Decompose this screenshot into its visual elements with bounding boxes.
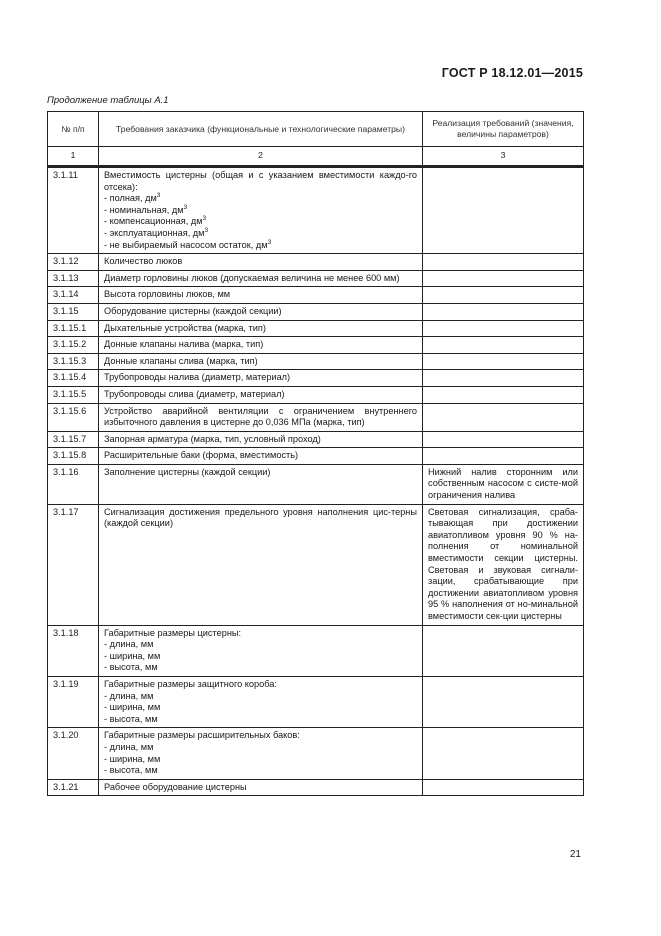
requirement-line — [104, 628, 417, 640]
column-header-number: № п/п — [48, 112, 99, 147]
requirement-text: - высота, мм — [104, 713, 158, 724]
requirement-cell — [99, 431, 423, 448]
requirement-line — [104, 323, 417, 335]
requirement-text: Трубопроводы слива (диаметр, материал) — [104, 388, 285, 399]
requirement-line — [104, 507, 417, 530]
requirement-line — [104, 714, 417, 726]
requirement-line — [104, 467, 417, 479]
requirement-text: Рабочее оборудование цистерны — [104, 781, 247, 792]
column-header-implementation: Реализация требований (значения, величины параметров) — [423, 112, 584, 147]
requirement-text: - длина, мм — [104, 690, 154, 701]
document-code: ГОСТ Р 18.12.01—2015 — [441, 66, 583, 80]
table-row — [48, 779, 584, 796]
row-number: 3.1.18 — [48, 625, 99, 676]
column-number: 2 — [99, 147, 423, 167]
table-row — [48, 728, 584, 779]
requirement-line — [104, 782, 417, 794]
requirement-text: Количество люков — [104, 256, 183, 267]
requirement-line — [104, 742, 417, 754]
column-numbers-row — [48, 147, 584, 167]
requirement-cell — [99, 464, 423, 504]
table-caption: Продолжение таблицы А.1 — [47, 95, 169, 106]
requirement-cell — [99, 779, 423, 796]
requirement-line — [104, 228, 417, 240]
requirement-text: Габаритные размеры расширительных баков: — [104, 730, 300, 741]
implementation-cell — [423, 386, 584, 403]
requirement-text: Вместимость цистерны (общая и с указанием вместимости каждо-го отсека): — [104, 170, 417, 192]
requirement-line — [104, 216, 417, 228]
table-row — [48, 386, 584, 403]
requirement-text: - ширина, мм — [104, 702, 161, 713]
requirement-text: Высота горловины люков, мм — [104, 289, 231, 300]
implementation-cell — [423, 779, 584, 796]
unit-superscript: 3 — [202, 215, 207, 223]
table-row — [48, 337, 584, 354]
table-row — [48, 254, 584, 271]
row-number: 3.1.20 — [48, 728, 99, 779]
row-number: 3.1.17 — [48, 504, 99, 625]
requirement-cell — [99, 270, 423, 287]
implementation-cell — [423, 270, 584, 287]
requirement-text: Донные клапаны слива (марка, тип) — [104, 355, 258, 366]
row-number: 3.1.15.6 — [48, 403, 99, 431]
page-number: 21 — [569, 849, 581, 860]
requirement-cell — [99, 303, 423, 320]
implementation-cell — [423, 320, 584, 337]
requirement-cell — [99, 504, 423, 625]
table-header-row — [48, 112, 584, 147]
table-row — [48, 270, 584, 287]
requirement-cell — [99, 287, 423, 304]
implementation-cell — [423, 431, 584, 448]
requirement-text: - высота, мм — [104, 765, 158, 776]
requirement-line — [104, 289, 417, 301]
implementation-cell — [423, 353, 584, 370]
implementation-cell — [423, 448, 584, 465]
requirement-text: Запорная арматура (марка, тип, условный проход) — [104, 433, 321, 444]
requirement-line — [104, 434, 417, 446]
requirement-line — [104, 639, 417, 651]
requirement-text: - ширина, мм — [104, 650, 161, 661]
table-row — [48, 353, 584, 370]
row-number: 3.1.13 — [48, 270, 99, 287]
table-row — [48, 676, 584, 727]
requirement-cell — [99, 625, 423, 676]
requirement-line — [104, 662, 417, 674]
requirement-line — [104, 406, 417, 429]
requirement-text: Расширительные баки (форма, вместимость) — [104, 450, 299, 461]
implementation-cell: Нижний налив сторонним или собственным насосом с систе-мой ограничения налива — [423, 464, 584, 504]
requirement-line — [104, 372, 417, 384]
row-number: 3.1.19 — [48, 676, 99, 727]
requirement-line — [104, 256, 417, 268]
requirement-line — [104, 193, 417, 205]
requirement-text: Оборудование цистерны (каждой секции) — [104, 305, 282, 316]
requirement-text: - номинальная, дм — [104, 204, 184, 215]
requirement-text: Габаритные размеры защитного короба: — [104, 678, 277, 689]
requirement-text: - эксплуатационная, дм — [104, 227, 205, 238]
requirement-text: - не выбираемый насосом остаток, дм — [104, 239, 268, 250]
table-row — [48, 625, 584, 676]
requirement-line — [104, 339, 417, 351]
table-row — [48, 287, 584, 304]
column-number: 1 — [48, 147, 99, 167]
requirement-text: Дыхательные устройства (марка, тип) — [104, 322, 266, 333]
requirement-line — [104, 450, 417, 462]
table-row — [48, 431, 584, 448]
table-row — [48, 370, 584, 387]
implementation-cell — [423, 728, 584, 779]
requirement-cell — [99, 448, 423, 465]
requirement-line — [104, 170, 417, 193]
requirement-line — [104, 702, 417, 714]
row-number: 3.1.15.2 — [48, 337, 99, 354]
row-number: 3.1.15.3 — [48, 353, 99, 370]
requirement-cell — [99, 676, 423, 727]
requirement-text: Заполнение цистерны (каждой секции) — [104, 466, 271, 477]
row-number: 3.1.15.4 — [48, 370, 99, 387]
requirement-text: Донные клапаны налива (марка, тип) — [104, 339, 264, 350]
unit-superscript: 3 — [156, 192, 161, 200]
requirement-text: - полная, дм — [104, 193, 157, 204]
implementation-cell — [423, 337, 584, 354]
row-number: 3.1.15.7 — [48, 431, 99, 448]
table-row — [48, 448, 584, 465]
requirements-table — [47, 111, 584, 796]
row-number: 3.1.14 — [48, 287, 99, 304]
unit-superscript: 3 — [267, 238, 272, 246]
row-number: 3.1.11 — [48, 168, 99, 254]
requirement-text: - высота, мм — [104, 662, 158, 673]
requirement-text: - компенсационная, дм — [104, 216, 203, 227]
requirement-cell — [99, 254, 423, 271]
requirement-line — [104, 754, 417, 766]
requirement-line — [104, 240, 417, 252]
requirement-line — [104, 306, 417, 318]
requirement-line — [104, 679, 417, 691]
requirement-line — [104, 356, 417, 368]
column-number: 3 — [423, 147, 584, 167]
requirement-cell — [99, 403, 423, 431]
requirement-text: Устройство аварийной вентиляции с ограничением внутреннего избыточного давления в цистерне до 0,036 МПа (марка, тип) — [104, 405, 417, 428]
implementation-cell — [423, 303, 584, 320]
requirement-cell — [99, 320, 423, 337]
requirement-line — [104, 651, 417, 663]
row-number: 3.1.12 — [48, 254, 99, 271]
implementation-cell — [423, 168, 584, 254]
requirement-line — [104, 389, 417, 401]
requirement-text: Диаметр горловины люков (допускаемая величина не менее 600 мм) — [104, 272, 400, 283]
requirement-line — [104, 730, 417, 742]
table-row — [48, 320, 584, 337]
table-row — [48, 403, 584, 431]
implementation-cell — [423, 403, 584, 431]
unit-superscript: 3 — [204, 226, 209, 234]
row-number: 3.1.15.8 — [48, 448, 99, 465]
requirement-cell — [99, 370, 423, 387]
requirement-cell — [99, 168, 423, 254]
implementation-cell — [423, 625, 584, 676]
implementation-cell — [423, 676, 584, 727]
implementation-cell — [423, 287, 584, 304]
table-row — [48, 303, 584, 320]
requirement-text: - длина, мм — [104, 741, 154, 752]
unit-superscript: 3 — [183, 203, 188, 211]
requirement-cell — [99, 353, 423, 370]
requirement-line — [104, 273, 417, 285]
implementation-cell: Световая сигнализация, сраба-тывающая при достижении авиатопливом уровня 90 % на-полнения от номинальной вместимости секции цистерны. Световая и звуковая сигнали-зации, срабатывающие при достижении авиатопливом уровня 95 % наполнения от но-минальной вместимости сек-ции цистерны — [423, 504, 584, 625]
implementation-cell — [423, 370, 584, 387]
row-number: 3.1.15 — [48, 303, 99, 320]
requirement-cell — [99, 386, 423, 403]
requirement-cell — [99, 728, 423, 779]
requirement-text: - длина, мм — [104, 639, 154, 650]
column-header-requirements: Требования заказчика (функциональные и технологические параметры) — [99, 112, 423, 147]
table-row — [48, 504, 584, 625]
requirement-line — [104, 691, 417, 703]
row-number: 3.1.16 — [48, 464, 99, 504]
table-row — [48, 464, 584, 504]
table-row — [48, 168, 584, 254]
requirement-text: - ширина, мм — [104, 753, 161, 764]
requirement-text: Габаритные размеры цистерны: — [104, 627, 242, 638]
requirement-line — [104, 765, 417, 777]
requirement-cell — [99, 337, 423, 354]
row-number: 3.1.21 — [48, 779, 99, 796]
row-number: 3.1.15.5 — [48, 386, 99, 403]
requirement-line — [104, 205, 417, 217]
implementation-cell — [423, 254, 584, 271]
requirement-text: Сигнализация достижения предельного уровня наполнения цис-терны (каждой секции) — [104, 506, 417, 529]
requirement-text: Трубопроводы налива (диаметр, материал) — [104, 372, 291, 383]
row-number: 3.1.15.1 — [48, 320, 99, 337]
table-body — [48, 168, 584, 796]
